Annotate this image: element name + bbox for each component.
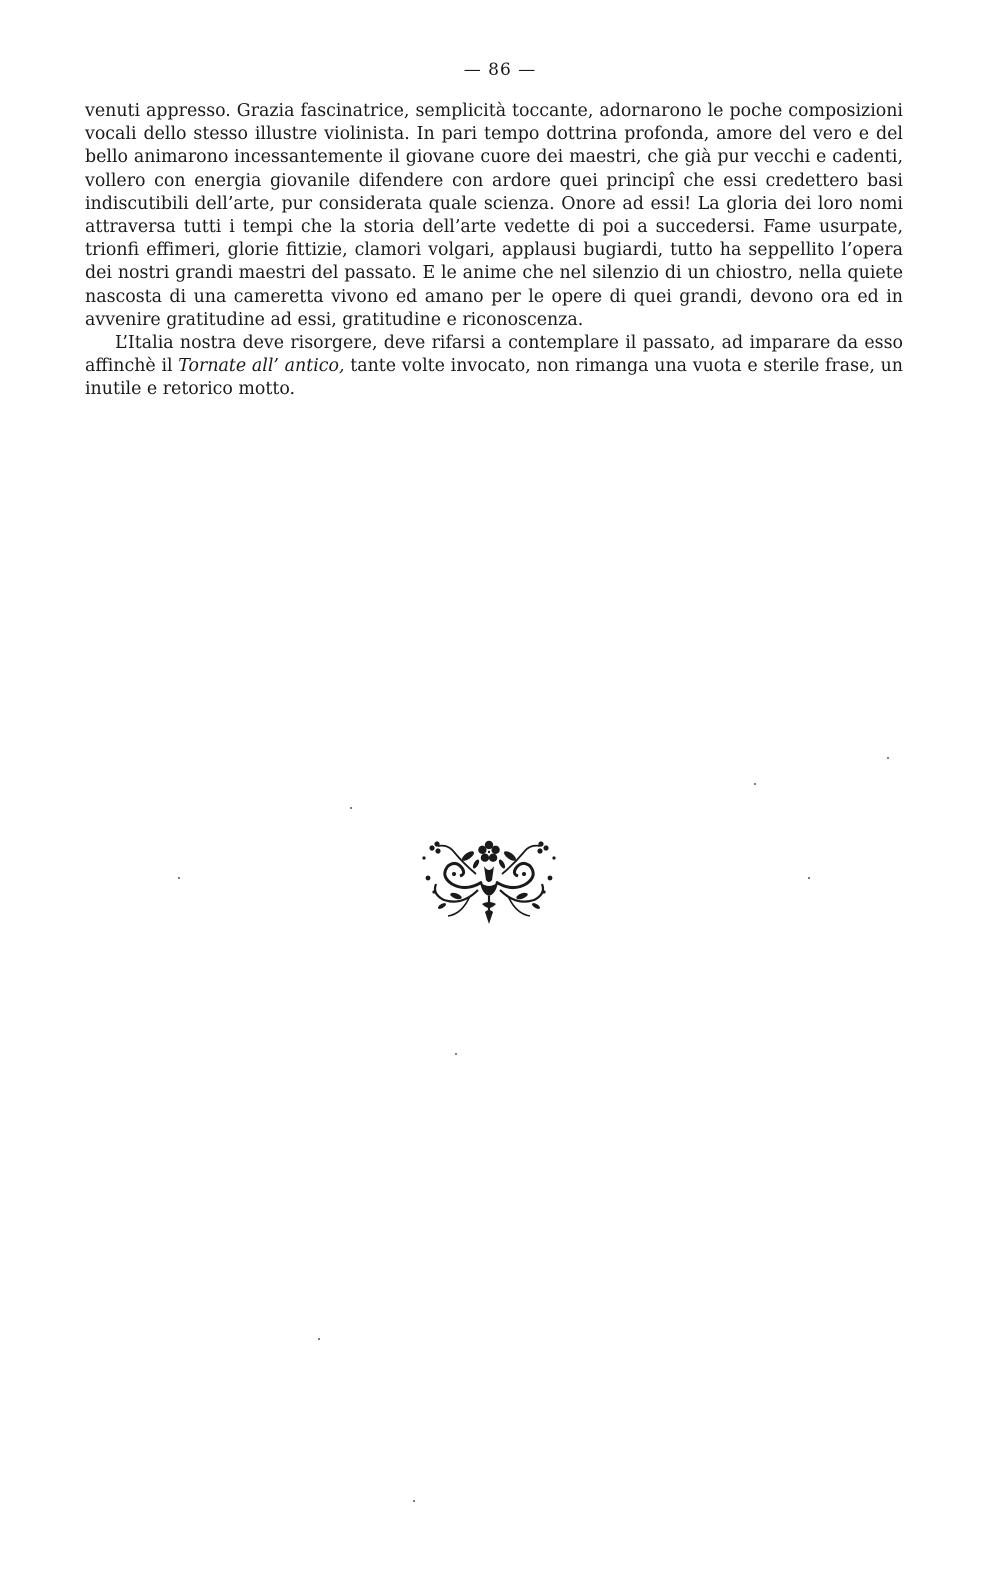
- scan-speck: [455, 1053, 457, 1055]
- scan-speck: [413, 1500, 415, 1502]
- paragraph-1: venuti appresso. Grazia fascinatrice, semplicità toccante, adornarono le poche composizioni vocali dello stesso illustre violinista. In pari tempo dottrina profonda, amore del vero e del bello animarono incessantemente il giovane cuore dei maestri, che già pur vecchi e cadenti, vollero con energia giovanile difendere con ardore quei principî che essi credettero basi indiscutibili dell’arte, pur considerata quale scienza. Onore ad essi! La gloria dei loro nomi attraversa tutti i tempi che la storia dell’arte vedette di poi a succedersi. Fame usurpate, trionfi effimeri, glorie fittizie, clamori volgari, applausi bugiardi, tutto ha seppellito l’opera dei nostri grandi maestri del passato. E le anime che nel silenzio di un chiostro, nella quiete nascosta di una cameretta vivono ed amano per le opere di quei grandi, devono ora ed in avvenire gratitudine ad essi, gratitudine e riconoscenza.: [85, 101, 903, 330]
- paragraph-2-end: tante volte invocato, non rimanga una vuota e sterile frase, un inutile e retorico motto.: [85, 356, 903, 400]
- scan-speck: [808, 877, 810, 879]
- scan-speck: [350, 807, 352, 809]
- italic-motto: Tornate all’ antico,: [178, 356, 345, 377]
- page-number: — 86 —: [463, 60, 537, 80]
- scan-speck: [318, 1338, 320, 1340]
- scan-speck: [887, 757, 889, 759]
- floral-vignette-icon: [418, 834, 560, 926]
- paragraph-2: [85, 332, 903, 402]
- paragraph-2-start: L’Italia nostra deve risorgere, deve rifarsi a contemplare il passato, ad imparare da esso affinchè il: [85, 333, 903, 377]
- scan-speck: [178, 877, 180, 879]
- body-text: [85, 100, 903, 402]
- scan-speck: [754, 783, 756, 785]
